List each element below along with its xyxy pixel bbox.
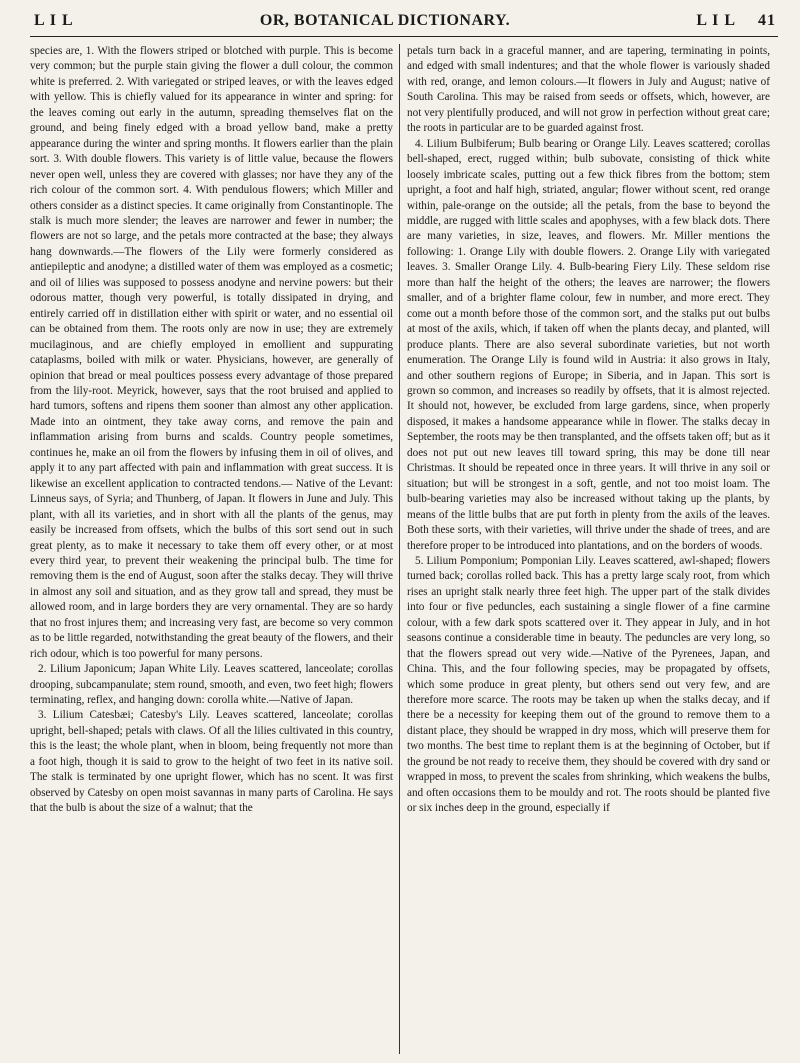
left-column (30, 44, 393, 817)
column-divider (399, 44, 400, 1054)
header-guide-word-left: L I L (34, 12, 74, 29)
header-guide-word-right: L I L (696, 12, 736, 29)
right-paragraph-2: 4. Lilium Bulbiferum; Bulb bearing or Orange Lily. Leaves scattered; corollas bell-shaped, erect, rugged within; bulb subovate, consisting of thick white loosely imbricate scales, putting out a few thick fibres from the bottom; stem upright, a foot and half high, striated, angular; flower without scent, red orange within, pale-orange on the outside; all the petals, from the base to beyond the middle, are rugged with little scales and apophyses, with a few black dots. There are many varieties, in size, leaves, and flowers. Mr. Miller mentions the following: 1. Orange Lily with double flowers. 2. Orange Lily with variegated leaves. 3. Smaller Orange Lily. 4. Bulb-bearing Fiery Lily. These seldom rise more than half the height of the others; the leaves are narrower; the flowers smaller, and of a brighter flame colour, few in number, and more erect. They come out a month before those of the common sort, and the stalks put out bulbs at most of the axils, which, if taken off when the plants decay, and planted, will produce plants. There are also several subordinate varieties, but not worth enumeration. The Orange Lily is found wild in Austria: it also grows in Italy, and other southern regions of Europe; in Siberia, and in Japan. This sort is grown so common, and increases so readily by offsets, that it is almost rejected. It should not, however, be excluded from large gardens, since, when properly disposed, it makes a handsome appearance while in flower. The stalks decay in September, the roots may be then transplanted, and the offsets taken off; but as it does not put out new leaves till toward spring, this may be done till near Christmas. It should be repeated once in three years. It will thrive in any soil or situation; but will be strongest in a soft, gentle, and not too moist loam. The bulb-bearing varieties may also be increased without taking up the plants, by means of the little bulbs that are put forth in plenty from the axils of the leaves. Both these sorts, with their varieties, will thrive under the shade of trees, and are therefore proper to be introduced into plantations, and on the borders of woods. (407, 137, 770, 552)
header-rule (30, 36, 778, 37)
left-paragraph-1: species are, 1. With the flowers striped or blotched with purple. This is become very common; but the purple stain giving the flower a dull colour, the common white is preferred. 2. With variegated or striped leaves, or with the leaves edged with yellow. This is chiefly valued for its appearance in winter and spring: for the leaves coming out early in the autumn, spreading themselves flat on the ground, and being finely edged with a broad yellow band, make a pretty appearance during the winter and spring months. It flowers earlier than the plain sort. 3. With double flowers. This variety is of little value, because the flowers never open well, unless they are covered with glasses; nor have they any of the rich colour of the common sort. 4. With pendulous flowers; which Miller and others consider as a distinct species. It came originally from Constantinople. The stalk is much more slender; the leaves are narrower and fewer in number; the flowers are not so large, and the petals more contracted at the base; they always hang downwards.—The flowers of the Lily were formerly considered as antiepileptic and anodyne; a distilled water of them was employed as a cosmetic; and oil of lilies was supposed to possess anodyne and nervine powers: but their odorous matter, though very powerful, is totally dissipated in drying, and entirely carried off in distillation either with spirit or water, and no essential oil can be obtained from them. The roots only are now in use; they are extremely mucilaginous, and are chiefly employed in emollient and suppurating cataplasms, boiled with milk or water. Physicians, however, are generally of opinion that bread or meal poultices possess every advantage of those prepared from the lily-root. Meyrick, however, says that the root bruised and applied to hard tumors, softens and ripens them sooner than almost any other application. Made into an ointment, they take away corns, and remove the pain and inflammation arising from burns and scalds. Country people sometimes, continues he, make an oil from the flowers by infusing them in oil of olives, and apply it to any part affected with pain and inflammation with great success. It is likewise an excellent application to contracted tendons.— Native of the Levant: Linneus says, of Syria; and Thunberg, of Japan. It flowers in June and July. This plant, with all its varieties, and in short with all the plants of the genus, may easily be increased from offsets, which the bulbs of this sort send out in such great plenty, as to make it necessary to take them off every other, or at most every third year, to prevent their weakening the principal bulb. The time for removing them is the end of August, soon after the stalks decay. They will thrive in almost any soil and situation, and as they grow tall and spread, they must be allowed room, and in large borders they are very ornamental. They are so hardy that no frost injures them; and increasing very fast, are become so very common as to be little regarded, notwithstanding the great beauty of the flowers, and their rich odour, which is too powerful for many persons. (30, 45, 393, 660)
left-paragraph-3: 3. Lilium Catesbæi; Catesby's Lily. Leaves scattered, lanceolate; corollas upright, bell-shaped; petals with claws. Of all the lilies cultivated in this country, this is the least; the whole plant, when in bloom, being frequently not more than a foot high, though it is said to grow to the height of two feet in its native soil. The stalk is terminated by one upright flower, which has no scent. It was first observed by Catesby on open moist savannas in many parts of Carolina. He says that the bulb is about the size of a walnut; that the (30, 709, 393, 815)
header-title: OR, BOTANICAL DICTIONARY. (259, 12, 511, 29)
right-paragraph-1: petals turn back in a graceful manner, and are tapering, terminating in points, and edged with small indentures; and that the whole flower is variously shaded with red, orange, and lemon colours.—It flowers in July and August; native of South Carolina. This may be raised from seeds or offsets, which, however, are not very plentifully produced, and will not grow in perfection without great care; the roots in particular are to be guarded against frost. (407, 45, 770, 135)
page-number: 41 (758, 12, 776, 29)
left-paragraph-2: 2. Lilium Japonicum; Japan White Lily. Leaves scattered, lanceolate; corollas drooping, subcampanulate; stem round, smooth, and even, two feet high; flowers terminating, reflex, and hanging down: corolla white.—Native of Japan. (30, 663, 393, 707)
right-paragraph-3: 5. Lilium Pomponium; Pomponian Lily. Leaves scattered, awl-shaped; flowers turned back; corollas rolled back. This has a pretty large scaly root, from which rises an upright stalk nearly three feet high. The upper part of the stalk divides into four or five peduncles, each sustaining a single flower of a fine carmine colour, with a few dark spots scattered over it. They appear in July, and in hot seasons continue a considerable time in beauty. The peduncles are very long, so that the flowers spread out very wide.—Native of the Pyrenees, Japan, and China. This, and the four following species, may be propagated by offsets, which some produce in great plenty, but others send out very few, and are therefore more scarce. The roots may be taken up when the stalks decay, and if there be a necessity for keeping them out of the ground to remove them to a distant place, they should be wrapped in dry moss, which will preserve them for two months. The best time to replant them is at the beginning of October, but if the ground be not ready to receive them, they should be covered with dry sand or wrapped in moss, to prevent the scales from shrinking, which weakens the bulbs, and often occasions them to be mouldy and rot. The roots should be planted five or six inches deep in the ground, especially if (407, 554, 770, 815)
running-header (34, 8, 776, 34)
right-column (407, 44, 770, 817)
